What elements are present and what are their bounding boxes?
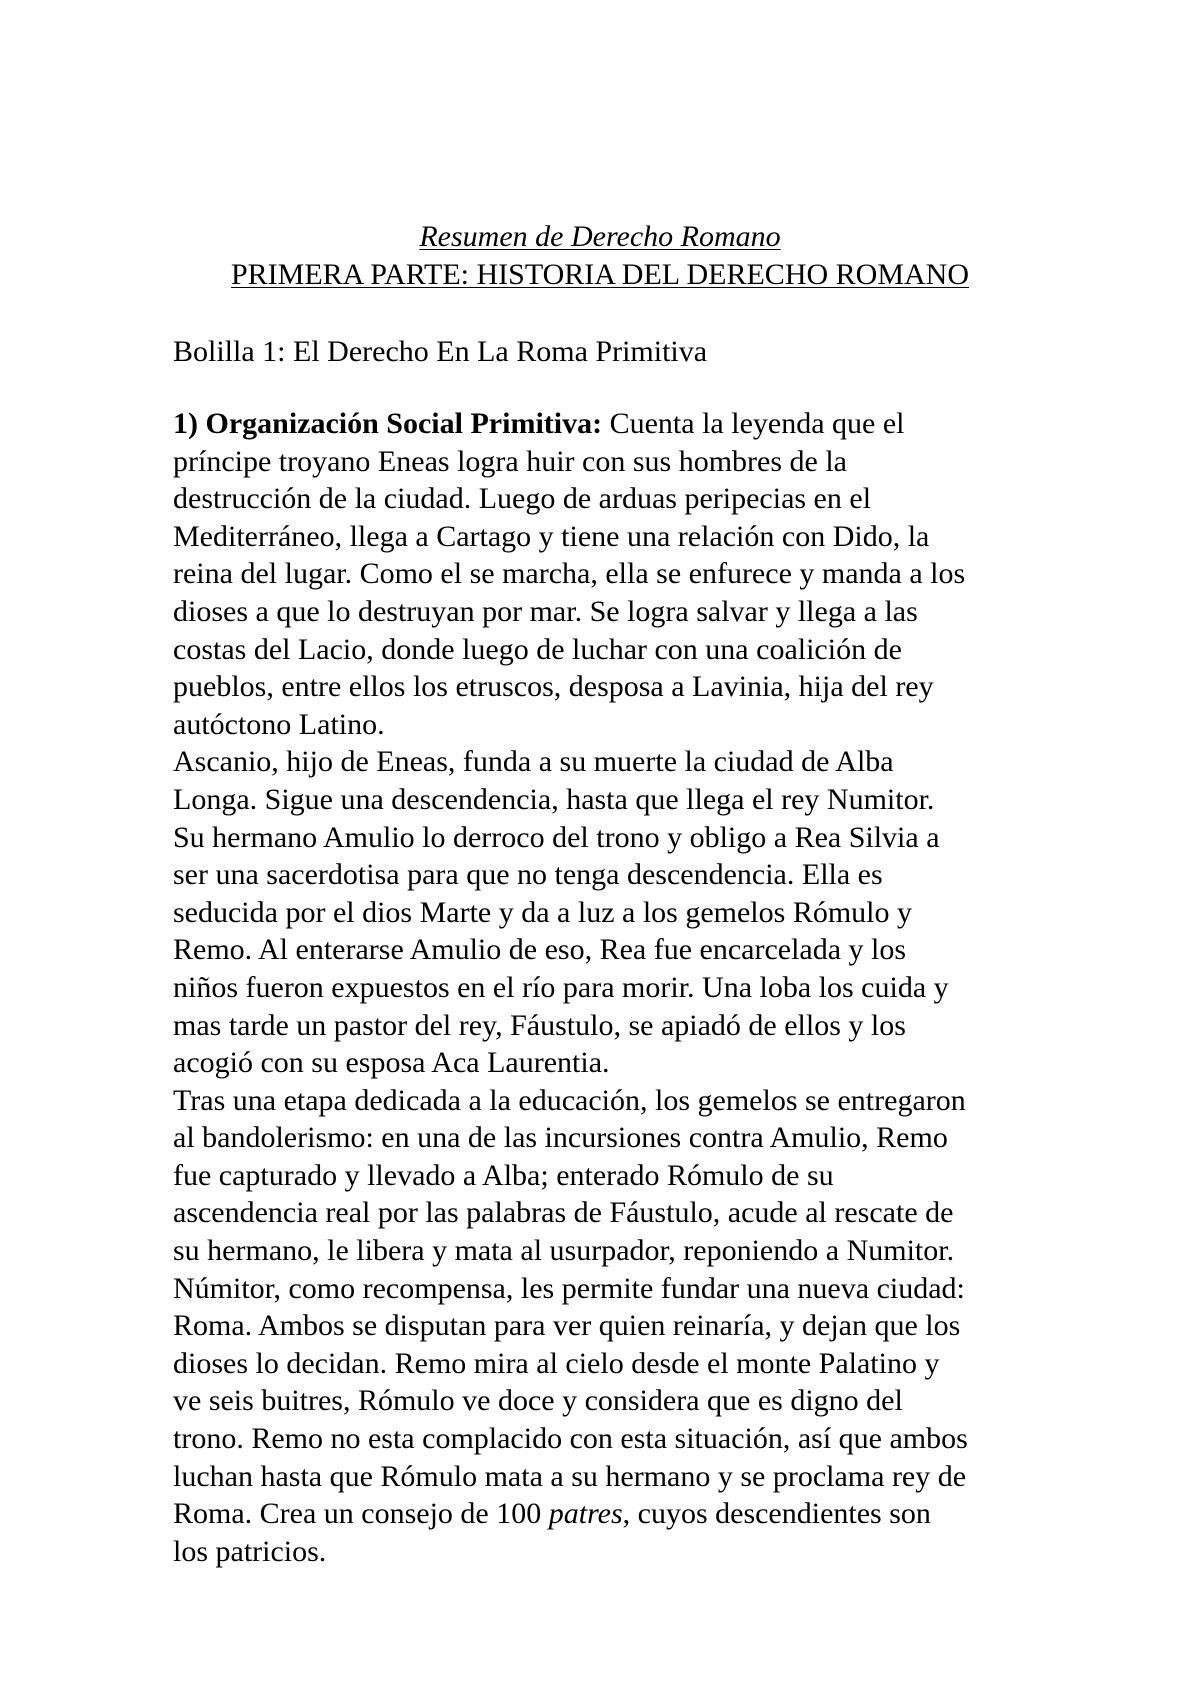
- patres-before: Roma. Crea un consejo de 100: [173, 1497, 549, 1531]
- body-line: trono. Remo no esta complacido con esta situación, así que ambos: [173, 1422, 968, 1456]
- body-line: su hermano, le libera y mata al usurpador, reponiendo a Numitor.: [173, 1234, 955, 1268]
- body-line: ascendencia real por las palabras de Fáustulo, acude al rescate de: [173, 1196, 954, 1230]
- body-line: luchan hasta que Rómulo mata a su hermano y se proclama rey de: [173, 1459, 967, 1493]
- body-line: Roma. Ambos se disputan para ver quien reinaría, y dejan que los: [173, 1309, 961, 1343]
- body-line: fue capturado y llevado a Alba; enterado Rómulo de su: [173, 1158, 834, 1192]
- patres-after: , cuyos descendientes son: [622, 1497, 931, 1531]
- document-title: Resumen de Derecho Romano: [419, 220, 781, 253]
- section-body: [173, 405, 1053, 1570]
- body-line: acogió con su esposa Aca Laurentia.: [173, 1046, 610, 1080]
- body-line: mas tarde un pastor del rey, Fáustulo, se apiadó de ellos y los: [173, 1008, 906, 1042]
- body-line: príncipe troyano Eneas logra huir con sus hombres de la: [173, 444, 847, 478]
- body-line: Su hermano Amulio lo derroco del trono y obligo a Rea Silvia a: [173, 820, 940, 854]
- section-first-line: [173, 405, 1053, 443]
- body-line: ser una sacerdotisa para que no tenga descendencia. Ella es: [173, 858, 883, 892]
- body-line: Ascanio, hijo de Eneas, funda a su muerte la ciudad de Alba: [173, 745, 894, 779]
- body-line: Númitor, como recompensa, les permite fundar una nueva ciudad:: [173, 1271, 965, 1305]
- body-line: pueblos, entre ellos los etruscos, desposa a Lavinia, hija del rey: [173, 670, 934, 704]
- body-line-patres: [173, 1495, 1053, 1533]
- section-heading: 1) Organización Social Primitiva:: [173, 407, 603, 440]
- body-line: dioses lo decidan. Remo mira al cielo desde el monte Palatino y: [173, 1346, 940, 1380]
- bolilla-heading: Bolilla 1: El Derecho En La Roma Primitiva: [173, 335, 708, 368]
- body-line: autóctono Latino.: [173, 707, 385, 741]
- body-line: los patricios.: [173, 1534, 327, 1568]
- body-line: al bandolerismo: en una de las incursiones contra Amulio, Remo: [173, 1121, 948, 1155]
- body-line: reina del lugar. Como el se marcha, ella se enfurece y manda a los: [173, 557, 966, 591]
- body-line: dioses a que lo destruyan por mar. Se logra salvar y llega a las: [173, 594, 918, 628]
- heading-block: [0, 218, 1200, 294]
- body-line: costas del Lacio, donde luego de luchar con una coalición de: [173, 632, 902, 666]
- body-line: Longa. Sigue una descendencia, hasta que llega el rey Numitor.: [173, 782, 935, 816]
- body-line: Mediterráneo, llega a Cartago y tiene una relación con Dido, la: [173, 519, 930, 553]
- patres-italic: patres: [548, 1497, 623, 1531]
- part-title: PRIMERA PARTE: HISTORIA DEL DERECHO ROMANO: [230, 258, 969, 291]
- body-line: destrucción de la ciudad. Luego de arduas peripecias en el: [173, 482, 872, 516]
- body-line: niños fueron expuestos en el río para morir. Una loba los cuida y: [173, 970, 949, 1004]
- section-first-line-text: Cuenta la leyenda que el: [602, 407, 905, 440]
- body-line: seducida por el dios Marte y da a luz a los gemelos Rómulo y: [173, 895, 912, 929]
- body-line: Tras una etapa dedicada a la educación, los gemelos se entregaron: [173, 1083, 966, 1117]
- body-line: Remo. Al enterarse Amulio de eso, Rea fue encarcelada y los: [173, 933, 907, 967]
- body-line: ve seis buitres, Rómulo ve doce y considera que es digno del: [173, 1384, 903, 1418]
